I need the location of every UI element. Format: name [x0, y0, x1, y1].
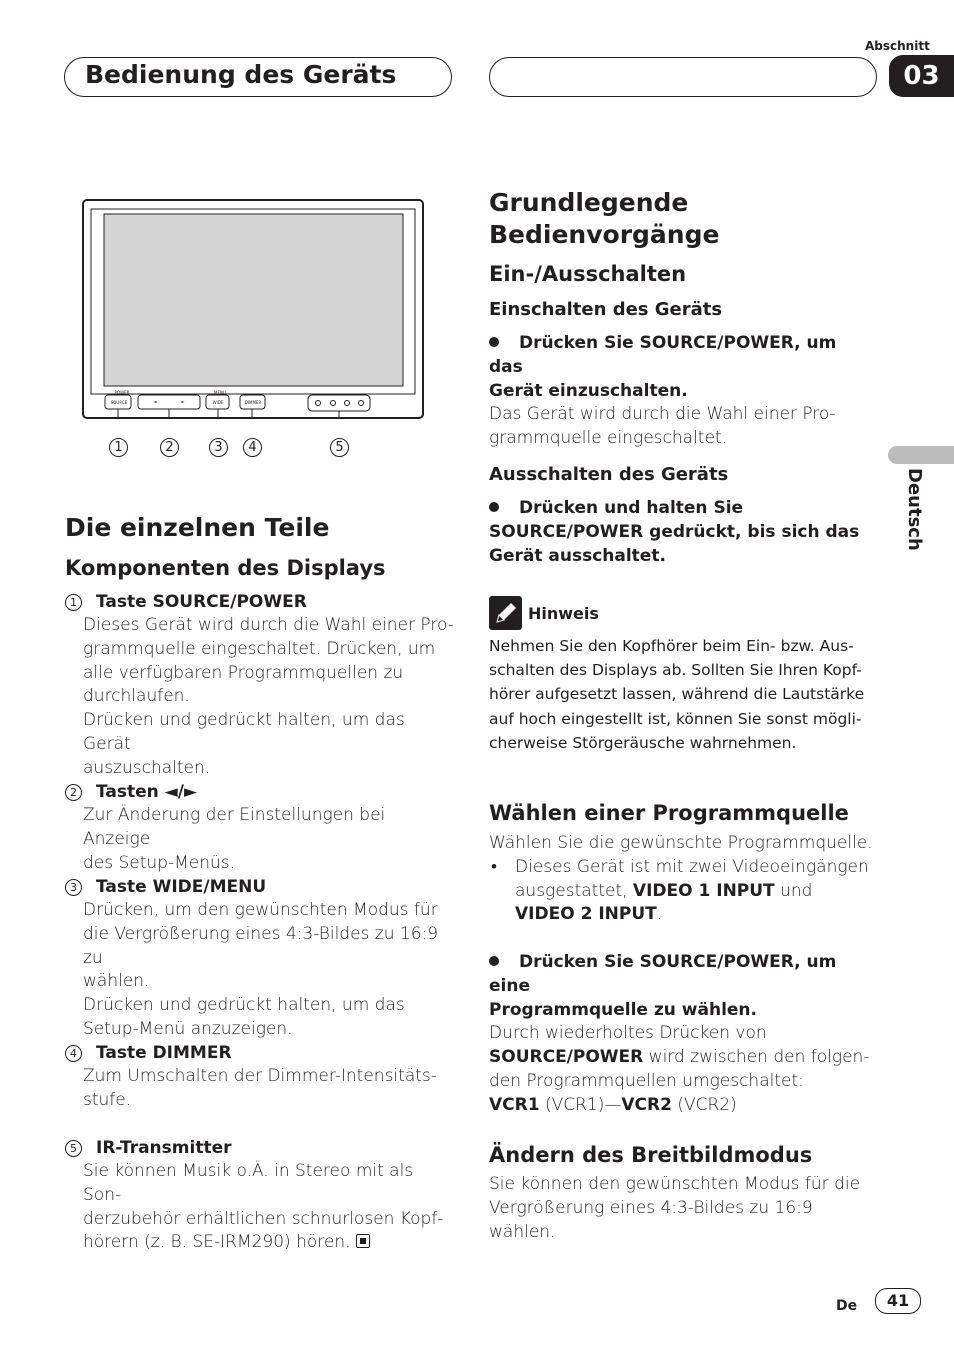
item-number: 1 — [65, 594, 82, 611]
subheading-widescreen-mode: Ändern des Breitbildmodus — [489, 1143, 813, 1167]
heading-parts: Die einzelnen Teile — [65, 513, 330, 542]
item-title: Taste WIDE/MENU — [96, 877, 267, 897]
chapter-title: Bedienung des Geräts — [85, 60, 397, 89]
component-item-4 — [65, 1041, 455, 1113]
select-source-section: Wählen Sie die gewünschte Programmquelle. • Dieses Gerät ist mit zwei Videoeingängen ausgestattet, VIDEO 1 INPUT und VIDEO 2 INPUT. Drücken Sie SOURCE/POWER, um eine Programmquelle zu wählen. Durch wiederholtes Drücken von SOURCE/POWER wird zwischen den folgen- den Programmquellen umgeschaltet: VCR1 (VCR1)—VCR2 (VCR2) — [489, 833, 873, 1115]
component-item-3 — [65, 875, 455, 1042]
bullet-dot-icon — [489, 956, 499, 966]
note-box — [489, 596, 879, 755]
item-title: Tasten ◄/► — [96, 782, 198, 802]
item-text: Dieses Gerät wird durch die Wahl einer Pro- grammquelle eingeschaltet. Drücken, um alle verfügbaren Programmquellen zu durchlaufen. Drücken und gedrückt halten, um das Gerät auszuschalten. — [83, 615, 454, 778]
item-number: 3 — [65, 879, 82, 896]
menu-label: MENU — [214, 390, 226, 395]
item-text: Drücken, um den gewünschten Modus für die Vergrößerung eines 4:3-Bildes zu 16:9 zu wählen. Drücken und gedrückt halten, um das Setup-Menü anzuzeigen. — [83, 900, 439, 1039]
header-empty-frame — [489, 57, 877, 97]
bullet-dot-icon — [489, 337, 499, 347]
callout-5: 5 — [330, 438, 349, 457]
component-item-1 — [65, 590, 455, 781]
display-drawing — [82, 199, 424, 419]
section-label: Abschnitt — [865, 39, 930, 53]
dimmer-button-label: DIMMER — [244, 400, 262, 405]
note-text: Nehmen Sie den Kopfhörer beim Ein- bzw. Aus- schalten des Displays ab. Sollten Sie Ihren Kopf- hörer aufgesetzt lassen, während die Lautstärke auf hoch eingestellt ist, können Sie sonst mögli- cherweise Störgeräusche wahrnehmen. — [489, 637, 865, 752]
title-switch-off: Ausschalten des Geräts — [489, 464, 729, 485]
switch-off-step: Drücken und halten Sie SOURCE/POWER gedrückt, bis sich das Gerät ausschaltet. — [489, 498, 860, 566]
page-number: 41 — [875, 1288, 921, 1314]
heading-basic-operations: Grundlegende Bedienvorgänge — [489, 188, 720, 249]
language-label: Deutsch — [904, 468, 925, 551]
item-number: 4 — [65, 1045, 82, 1062]
bullet-icon: • — [491, 856, 497, 877]
component-item-5 — [65, 1136, 455, 1255]
callout-2: 2 — [160, 438, 179, 457]
item-title: IR-Transmitter — [96, 1138, 232, 1158]
arrow-left-icon: ◄ — [153, 399, 157, 404]
item-text: Sie können Musik o.Ä. in Stereo mit als Son- derzubehör erhältlichen schnurlosen Kopf- hörern (z. B. SE-IRM290) hören. — [83, 1161, 444, 1253]
end-mark-icon — [356, 1234, 370, 1248]
item-title: Taste SOURCE/POWER — [96, 592, 307, 612]
footer-language: De — [836, 1298, 858, 1314]
item-title: Taste DIMMER — [96, 1043, 232, 1063]
switch-on-step: Drücken Sie SOURCE/POWER, um das Gerät einzuschalten. Das Gerät wird durch die Wahl einer Pro- grammquelle eingeschaltet. — [489, 333, 837, 448]
bullet-dot-icon — [489, 502, 499, 512]
subheading-select-source: Wählen einer Programmquelle — [489, 801, 849, 825]
subheading-display-components: Komponenten des Displays — [65, 556, 386, 580]
item-text: Zur Änderung der Einstellungen bei Anzeige des Setup-Menüs. — [83, 805, 386, 873]
component-item-2 — [65, 780, 455, 875]
item-number: 5 — [65, 1140, 82, 1157]
display-illustration — [82, 199, 424, 419]
source-button-label: SOURCE — [110, 400, 128, 405]
power-label: POWER — [114, 390, 130, 395]
callout-4: 4 — [243, 438, 262, 457]
language-tab — [888, 446, 954, 464]
section-number: 03 — [889, 55, 954, 97]
item-number: 2 — [65, 784, 82, 801]
title-switch-on: Einschalten des Geräts — [489, 299, 723, 320]
callout-1: 1 — [109, 438, 128, 457]
callout-3: 3 — [209, 438, 228, 457]
note-pencil-icon — [489, 596, 522, 630]
widescreen-text: Sie können den gewünschten Modus für die Vergrößerung eines 4:3-Bildes zu 16:9 wählen. — [489, 1174, 861, 1242]
note-label: Hinweis — [528, 603, 599, 623]
arrow-right-icon: ► — [181, 399, 185, 404]
wide-button-label: WIDE — [212, 400, 224, 405]
subheading-on-off: Ein-/Ausschalten — [489, 262, 687, 286]
item-text: Zum Umschalten der Dimmer-Intensitäts- stufe. — [83, 1066, 437, 1110]
